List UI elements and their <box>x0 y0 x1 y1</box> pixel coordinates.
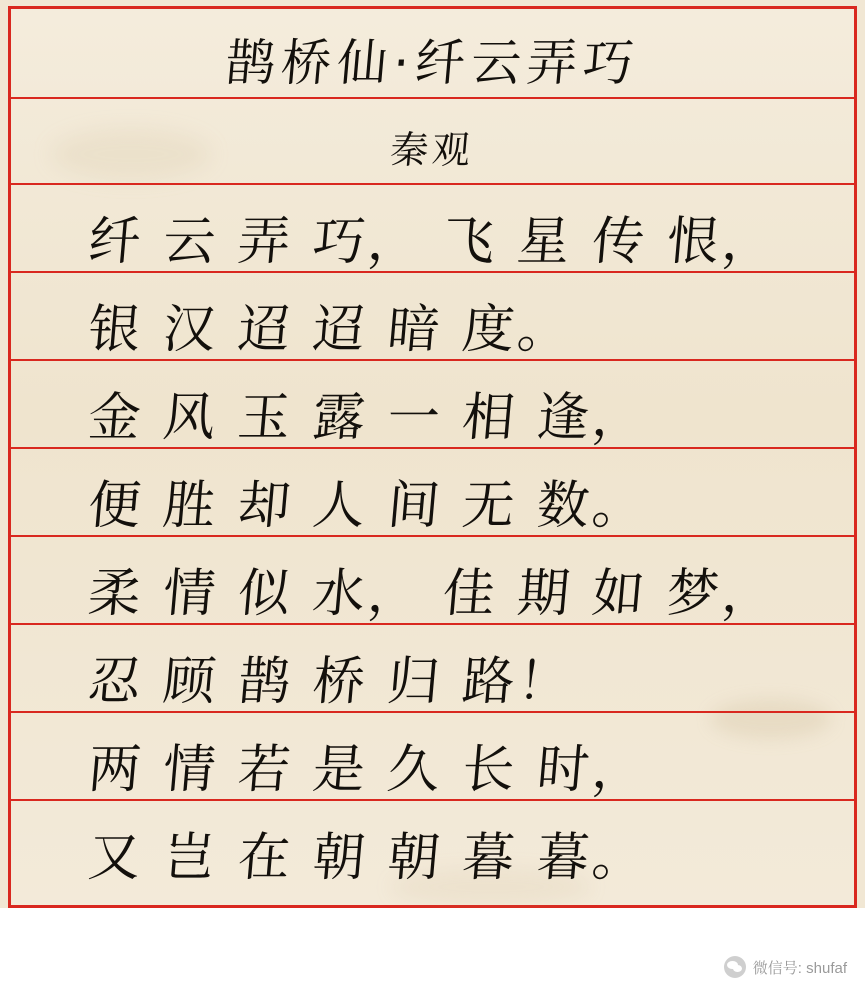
wechat-watermark <box>724 956 847 978</box>
poem-line: 又 岂 在 朝 朝 暮 暮。 <box>85 828 651 888</box>
poem-line: 柔 情 似 水， 佳 期 如 梦， <box>85 564 780 624</box>
ruled-row <box>11 185 854 273</box>
poem-line: 纤 云 弄 巧， 飞 星 传 恨， <box>85 212 780 272</box>
wechat-icon <box>724 956 746 978</box>
footer-bar <box>0 908 865 1000</box>
ruled-row <box>11 625 854 713</box>
ruled-paper <box>8 6 857 908</box>
ruled-row <box>11 273 854 361</box>
poem-author: 秦观 <box>388 128 476 172</box>
poem-line: 忍 顾 鹊 桥 归 路！ <box>85 652 576 712</box>
ruled-row <box>11 361 854 449</box>
ruled-row <box>11 801 854 889</box>
ruled-row <box>11 537 854 625</box>
poem-title: 鹊桥仙·纤云弄巧 <box>222 34 642 92</box>
ruled-row <box>11 713 854 801</box>
ruled-row <box>11 449 854 537</box>
poem-line: 金 风 玉 露 一 相 逢， <box>85 388 651 448</box>
ruled-row <box>11 9 854 99</box>
wechat-id-label: 微信号: shufaf <box>752 959 847 977</box>
poem-line: 便 胜 却 人 间 无 数。 <box>85 476 651 536</box>
poem-line: 两 情 若 是 久 长 时， <box>85 740 651 800</box>
ruled-row <box>11 99 854 185</box>
poem-line: 银 汉 迢 迢 暗 度。 <box>85 300 576 360</box>
